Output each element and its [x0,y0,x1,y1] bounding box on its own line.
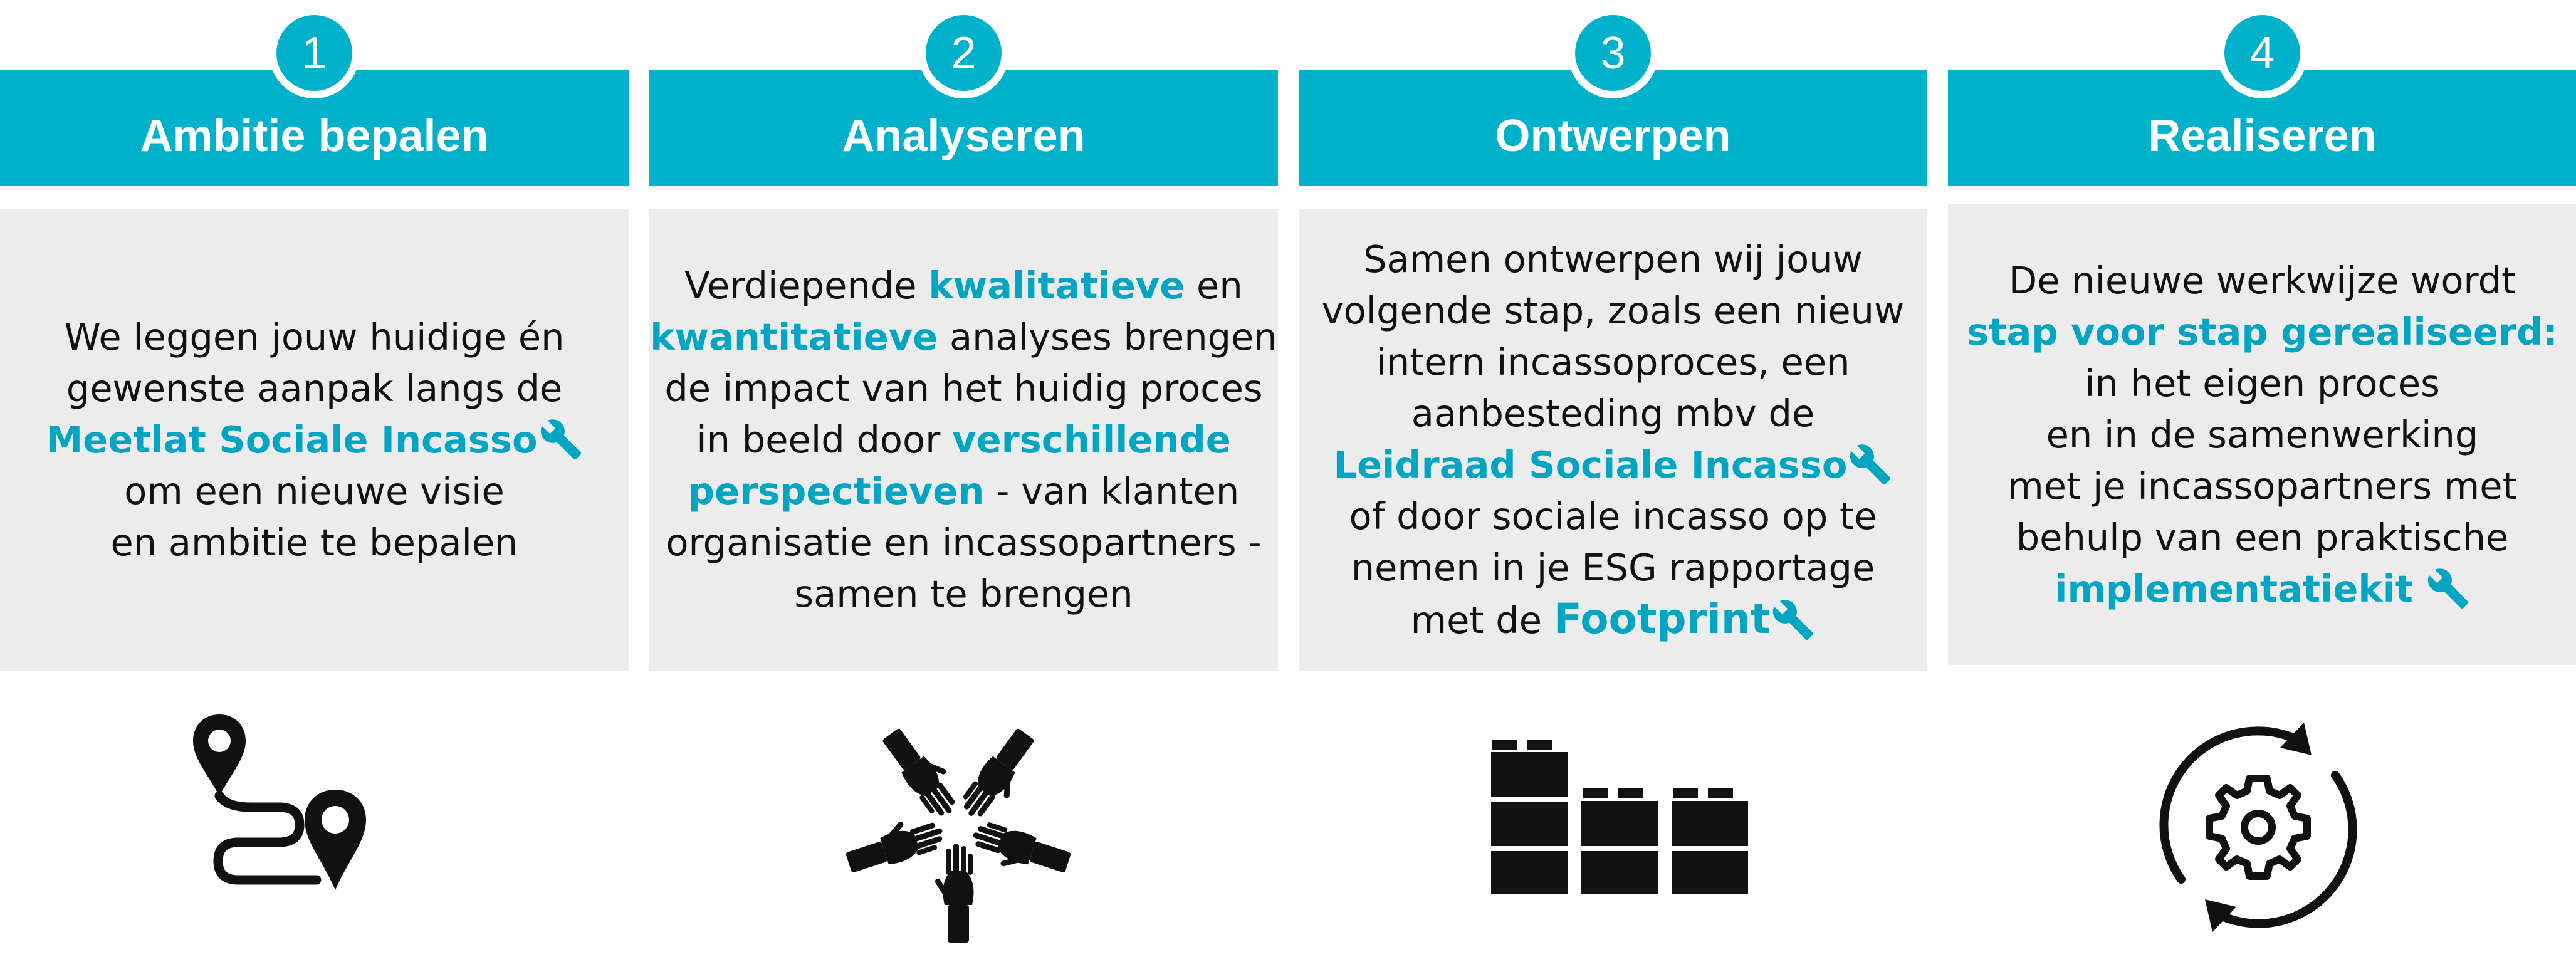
description-line [1322,285,1905,337]
step-number: 2 [926,15,1002,91]
description-text: om een nieuwe visie [124,469,505,513]
description-text: volgende stap, zoals een nieuw [1321,289,1905,332]
description-line [46,466,582,517]
description-text: nemen in je ESG rapportage [1351,546,1875,589]
description-text: organisatie en incassopartners - [666,521,1262,564]
description-text: intern incassoproces, een [1376,340,1850,384]
description-line [1967,461,2558,512]
description-text: Verdiepende [684,264,929,307]
description-line [1322,439,1905,491]
description-line [46,363,582,414]
step-analyseren [649,0,1278,957]
step-number: 4 [2224,15,2300,91]
highlight-text: stap voor stap gerealiseerd: [1967,310,2558,353]
description-text: analyses brengen [938,315,1277,358]
description-line [46,311,582,363]
step-description [649,209,1278,671]
step-title: Ontwerpen [1495,111,1731,161]
step-number: 1 [276,15,352,91]
step-description-text [1322,234,1905,646]
step-title: Analyseren [842,111,1086,161]
wrench-icon [539,417,583,461]
step-description-text [650,260,1277,620]
description-line [46,517,582,568]
highlight-text: perspectieven [688,469,985,513]
description-text: met je incassopartners met [2008,464,2517,508]
step-title: Ambitie bepalen [140,111,489,161]
description-text: en in de samenwerking [2046,412,2479,456]
description-line [1967,255,2558,306]
step-description-text [1967,255,2558,615]
description-text: We leggen jouw huidige én [64,315,565,358]
description-line [1322,234,1905,285]
step-number-badge [918,8,1009,98]
building-blocks-icon [1472,733,1773,896]
highlight-text: Leidraad Sociale Incasso [1333,443,1848,486]
description-line [650,568,1277,620]
description-text: De nieuwe werkwijze wordt [2008,258,2516,302]
description-text [2413,567,2425,610]
description-line [1322,388,1905,439]
highlight-text: verschillende [952,418,1231,461]
description-line [1967,409,2558,461]
step-number: 3 [1575,15,1651,91]
description-text: behulp van een praktische [2016,515,2509,559]
step-number-badge [1568,8,1658,98]
description-line [1322,594,1905,646]
description-text: gewenste aanpak langs de [66,367,563,410]
description-line [1967,563,2558,615]
description-line [1322,542,1905,594]
step-ambitie-bepalen [0,0,629,957]
step-description [0,209,629,671]
highlight-text: Meetlat Sociale Incasso [46,418,538,461]
route-pins-icon [188,702,426,915]
description-text: de impact van het huidig proces [664,367,1263,410]
step-title: Realiseren [2148,111,2377,161]
description-text: in beeld door [696,418,953,461]
description-line [1967,306,2558,358]
joined-hands-icon [833,708,1084,946]
description-line [650,466,1277,517]
description-line [1322,491,1905,542]
step-description [1299,209,1927,671]
highlight-text: implementatiekit [2055,567,2414,610]
step-number-badge [269,8,360,98]
description-text: aanbesteding mbv de [1411,392,1815,435]
description-text: samen te brengen [794,572,1133,615]
wrench-icon [1848,442,1892,486]
description-text: en ambitie te bepalen [110,521,518,564]
highlight-text: Footprint [1553,595,1771,643]
description-line [650,414,1277,466]
step-ontwerpen [1299,0,1927,957]
gear-cycle-icon [2142,711,2374,943]
description-line [650,363,1277,414]
wrench-icon [1771,598,1815,642]
description-line [1967,358,2558,409]
description-text: Samen ontwerpen wij jouw [1363,238,1863,281]
description-text: in het eigen proces [2085,361,2440,405]
description-line [650,311,1277,363]
step-description [1948,204,2576,665]
description-line [1967,512,2558,563]
highlight-text: kwantitatieve [650,315,938,358]
highlight-text: kwalitatieve [928,264,1185,307]
wrench-icon [2426,567,2470,610]
description-text: met de [1410,599,1554,642]
description-line [650,517,1277,568]
step-number-badge [2217,8,2308,98]
description-text: en [1185,264,1243,307]
step-realiseren [1948,0,2576,957]
description-line [1322,337,1905,388]
description-line [650,260,1277,311]
description-text: - van klanten [984,469,1240,513]
description-line [46,414,582,466]
step-description-text [46,311,582,568]
description-text: of door sociale incasso op te [1349,494,1877,538]
